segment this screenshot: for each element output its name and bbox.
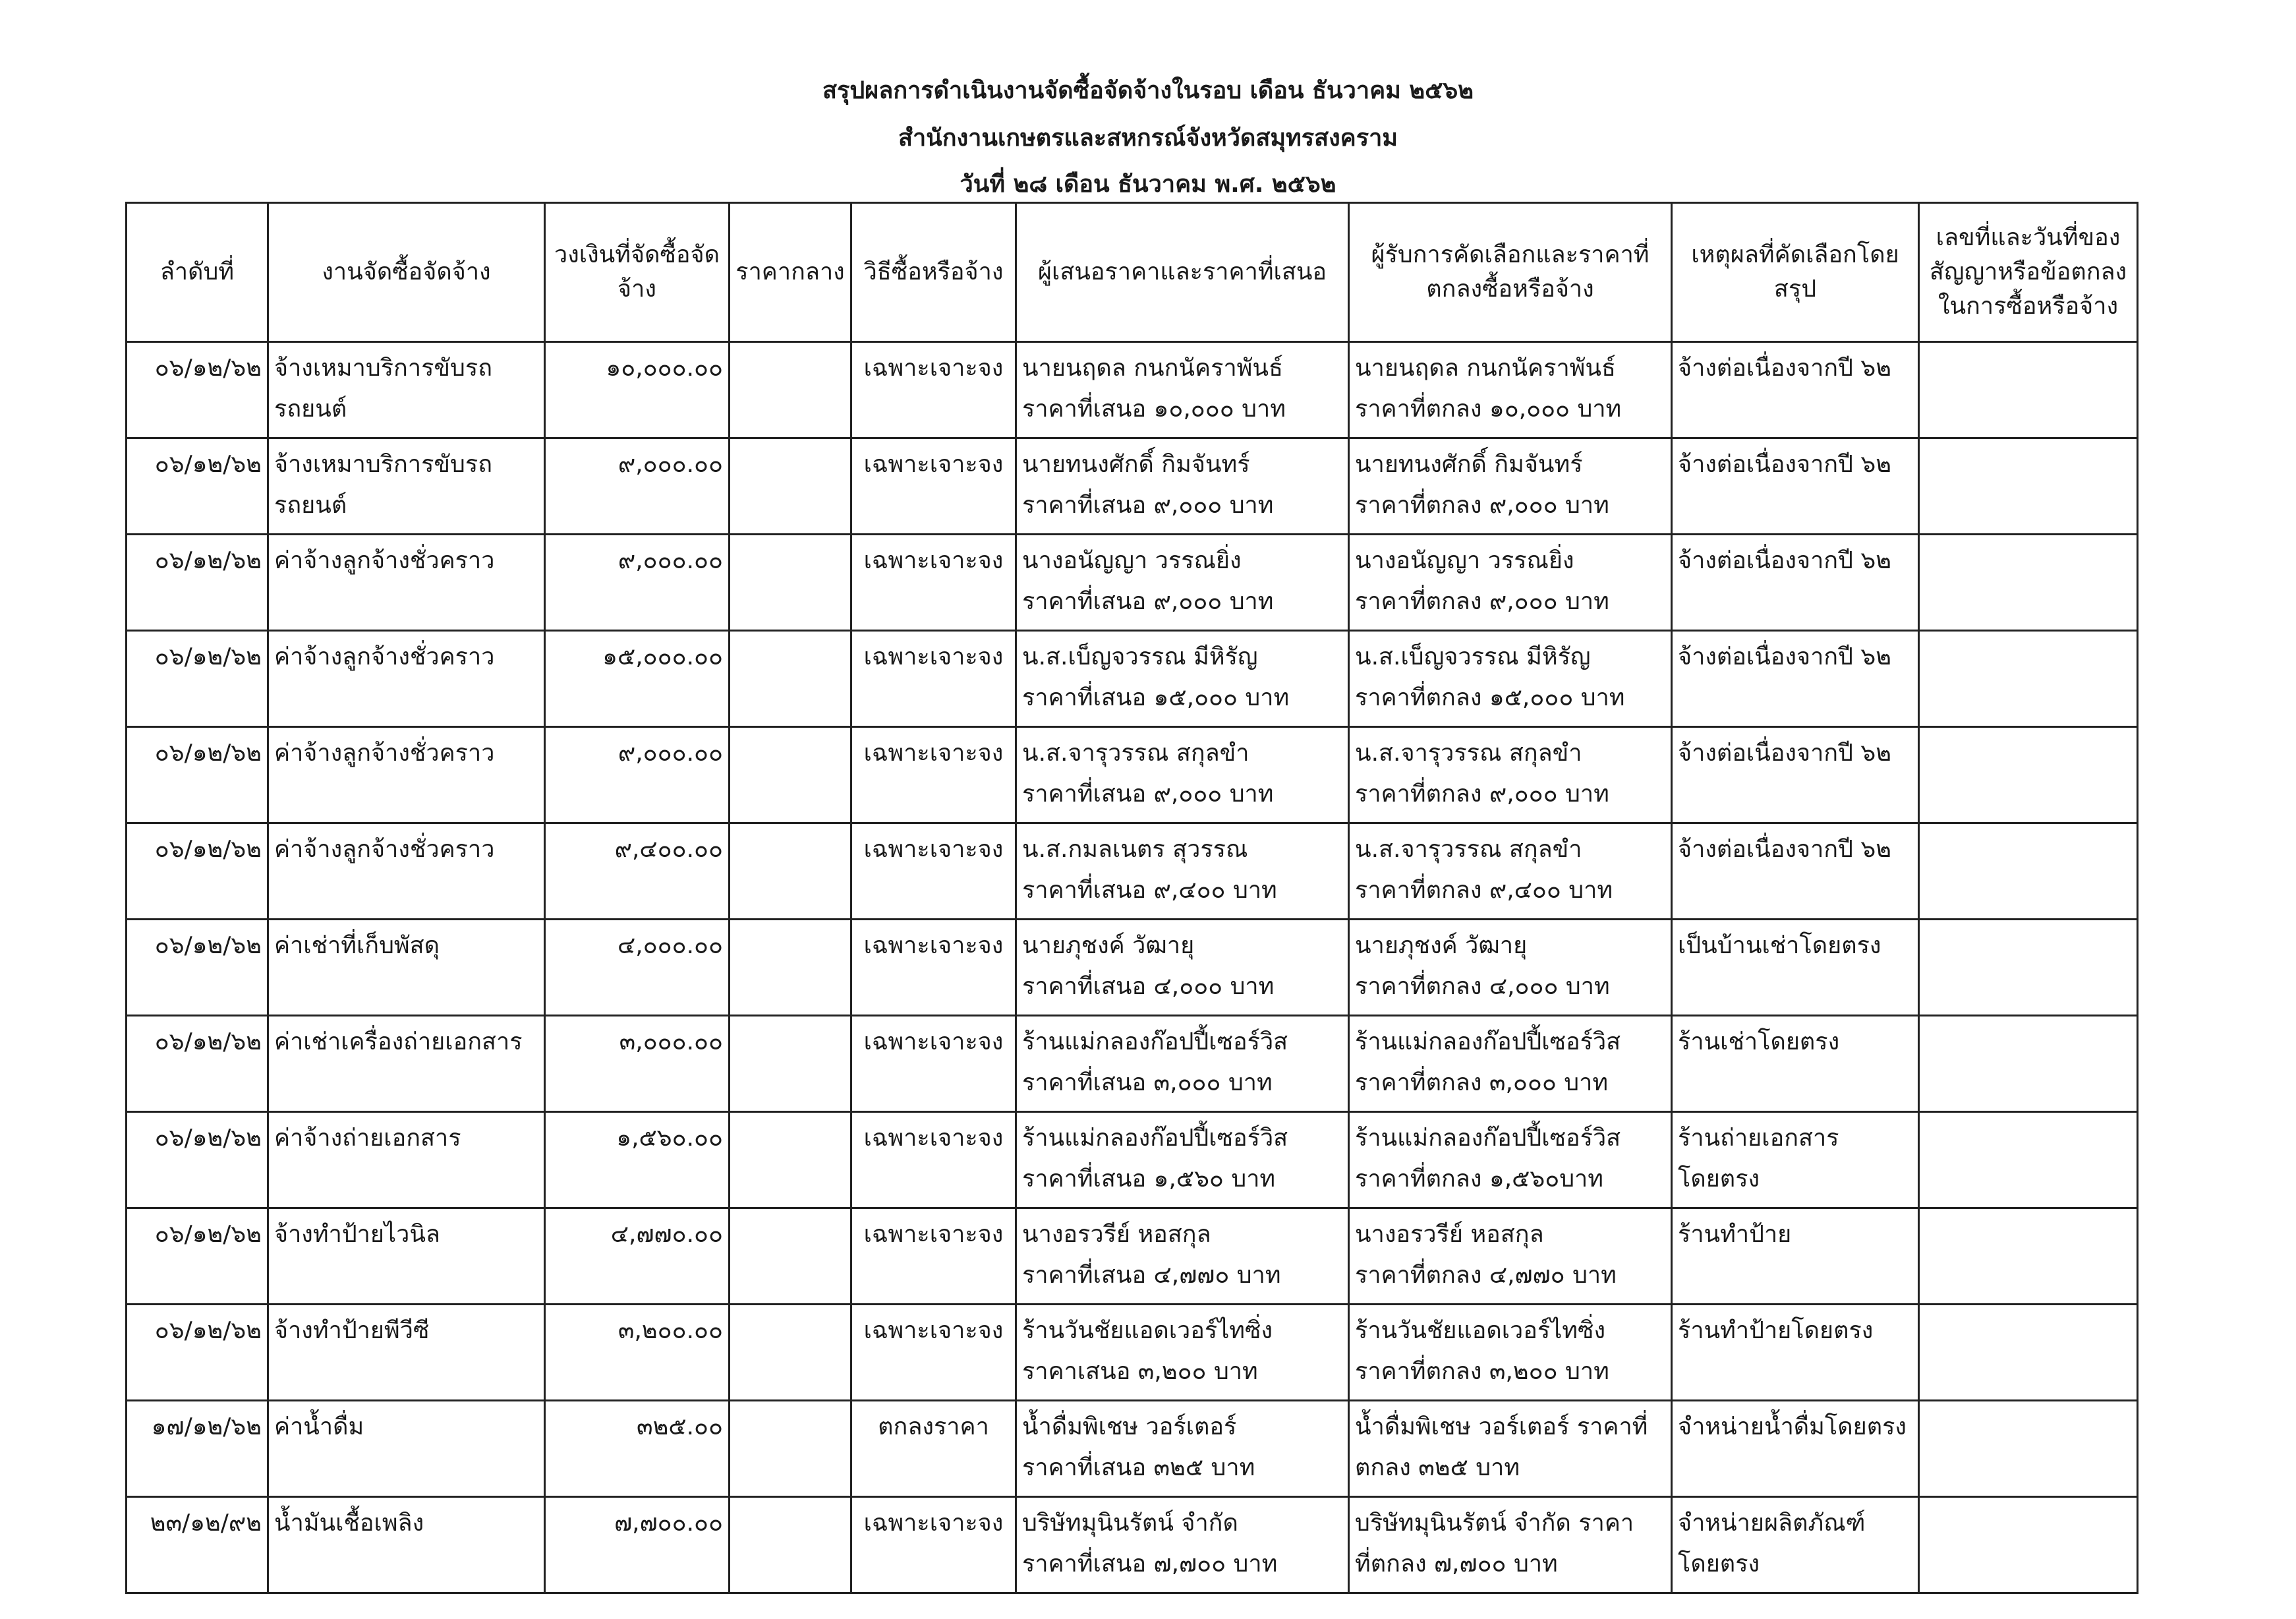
row-contract bbox=[1919, 1016, 2138, 1112]
row-reason: ร้านทำป้ายโดยตรง bbox=[1672, 1305, 1919, 1401]
row-reason: จ้างต่อเนื่องจากปี ๖๒ bbox=[1672, 342, 1919, 438]
row-bid-price: ราคาที่เสนอ ๙,๐๐๐ บาท bbox=[1022, 492, 1274, 519]
procurement-table bbox=[125, 202, 2138, 1594]
row-item: ค่าจ้างลูกจ้างชั่วคราว bbox=[268, 727, 545, 823]
row-bid-price: ราคาที่เสนอ ๓๒๕ บาท bbox=[1022, 1454, 1255, 1481]
row-bidder: ร้านวันชัยแอดเวอร์ไทซิ่ง bbox=[1022, 1317, 1273, 1344]
row-bidder: น.ส.กมลเนตร สุวรรณ bbox=[1022, 836, 1248, 863]
row-win-price: ราคาที่ตกลง ๑,๕๖๐บาท bbox=[1355, 1165, 1603, 1192]
row-winner: น.ส.จารุวรรณ สกุลขำ bbox=[1355, 836, 1582, 863]
row-budget: ๗,๗๐๐.๐๐ bbox=[545, 1497, 730, 1593]
row-contract bbox=[1919, 1497, 2138, 1593]
row-budget: ๙,๔๐๐.๐๐ bbox=[545, 823, 730, 920]
row-item: ค่าจ้างลูกจ้างชั่วคราว bbox=[268, 535, 545, 631]
row-bid-price: ราคาที่เสนอ ๙,๔๐๐ บาท bbox=[1022, 877, 1277, 904]
row-item: จ้างทำป้ายพีวีซี bbox=[268, 1305, 545, 1401]
row-winner-cell bbox=[1349, 1305, 1672, 1401]
row-win-price: ราคาที่ตกลง ๙,๐๐๐ บาท bbox=[1355, 780, 1609, 808]
row-win-price: ราคาที่ตกลง ๙,๐๐๐ บาท bbox=[1355, 588, 1609, 615]
row-win-price: ที่ตกลง ๗,๗๐๐ บาท bbox=[1355, 1550, 1558, 1577]
row-number: ๐๖/๑๒/๖๒ bbox=[127, 1016, 268, 1112]
row-bid-price: ราคาที่เสนอ ๗,๗๐๐ บาท bbox=[1022, 1550, 1278, 1577]
row-winner-cell bbox=[1349, 727, 1672, 823]
row-number: ๑๗/๑๒/๖๒ bbox=[127, 1401, 268, 1497]
row-median-price bbox=[730, 1497, 851, 1593]
row-method: เฉพาะเจาะจง bbox=[851, 920, 1016, 1016]
row-bid-price: ราคาที่เสนอ ๔,๗๗๐ บาท bbox=[1022, 1262, 1281, 1289]
row-bidder: ร้านแม่กลองก๊อปปี้เซอร์วิส bbox=[1022, 1028, 1288, 1055]
row-item: ค่าน้ำดื่ม bbox=[268, 1401, 545, 1497]
row-item: ค่าเช่าที่เก็บพัสดุ bbox=[268, 920, 545, 1016]
table-row bbox=[127, 823, 2138, 920]
row-item: ค่าจ้างถ่ายเอกสาร bbox=[268, 1112, 545, 1208]
row-winner-cell bbox=[1349, 823, 1672, 920]
row-winner-cell bbox=[1349, 342, 1672, 438]
row-contract bbox=[1919, 823, 2138, 920]
row-item: จ้างเหมาบริการขับรถรถยนต์ bbox=[268, 438, 545, 535]
table-row bbox=[127, 1401, 2138, 1497]
row-reason: จำหน่ายน้ำดื่มโดยตรง bbox=[1672, 1401, 1919, 1497]
row-winner-cell bbox=[1349, 1401, 1672, 1497]
row-win-price: ราคาที่ตกลง ๙,๔๐๐ บาท bbox=[1355, 877, 1613, 904]
row-budget: ๔,๗๗๐.๐๐ bbox=[545, 1208, 730, 1305]
office-name: สำนักงานเกษตรและสหกรณ์จังหวัดสมุทรสงคราม bbox=[898, 125, 1398, 152]
row-median-price bbox=[730, 1401, 851, 1497]
row-bid-price: ราคาที่เสนอ ๓,๐๐๐ บาท bbox=[1022, 1069, 1273, 1096]
row-bid-price: ราคาที่เสนอ ๔,๐๐๐ บาท bbox=[1022, 973, 1275, 1000]
row-method: เฉพาะเจาะจง bbox=[851, 1305, 1016, 1401]
row-reason: จ้างต่อเนื่องจากปี ๖๒ bbox=[1672, 535, 1919, 631]
row-item: ค่าเช่าเครื่องถ่ายเอกสาร bbox=[268, 1016, 545, 1112]
table-row bbox=[127, 1305, 2138, 1401]
row-contract bbox=[1919, 535, 2138, 631]
row-method: เฉพาะเจาะจง bbox=[851, 1497, 1016, 1593]
row-method: เฉพาะเจาะจง bbox=[851, 438, 1016, 535]
row-win-price: ราคาที่ตกลง ๙,๐๐๐ บาท bbox=[1355, 492, 1609, 519]
row-bidder: น.ส.จารุวรรณ สกุลขำ bbox=[1022, 740, 1249, 767]
row-number: ๒๓/๑๒/๙๒ bbox=[127, 1497, 268, 1593]
row-bidder: นางอนัญญา วรรณยิ่ง bbox=[1022, 547, 1242, 574]
row-median-price bbox=[730, 535, 851, 631]
row-method: เฉพาะเจาะจง bbox=[851, 823, 1016, 920]
row-reason: ร้านทำป้าย bbox=[1672, 1208, 1919, 1305]
row-win-price: ราคาที่ตกลง ๓,๐๐๐ บาท bbox=[1355, 1069, 1609, 1096]
row-median-price bbox=[730, 342, 851, 438]
row-median-price bbox=[730, 1208, 851, 1305]
row-win-price: ราคาที่ตกลง ๔,๐๐๐ บาท bbox=[1355, 973, 1610, 1000]
row-winner: นายทนงศักดิ์ กิมจันทร์ bbox=[1355, 451, 1583, 478]
row-winner-cell bbox=[1349, 631, 1672, 727]
row-reason: จ้างต่อเนื่องจากปี ๖๒ bbox=[1672, 823, 1919, 920]
row-winner: นางอนัญญา วรรณยิ่ง bbox=[1355, 547, 1574, 574]
row-method: เฉพาะเจาะจง bbox=[851, 631, 1016, 727]
row-reason: จ้างต่อเนื่องจากปี ๖๒ bbox=[1672, 727, 1919, 823]
row-winner: น.ส.เบ็ญจวรรณ มีหิรัญ bbox=[1355, 643, 1591, 670]
row-number: ๐๖/๑๒/๖๒ bbox=[127, 1208, 268, 1305]
row-budget: ๑,๕๖๐.๐๐ bbox=[545, 1112, 730, 1208]
row-bidder-cell bbox=[1016, 342, 1349, 438]
row-bidder: น.ส.เบ็ญจวรรณ มีหิรัญ bbox=[1022, 643, 1258, 670]
table-row bbox=[127, 1497, 2138, 1593]
row-number: ๐๖/๑๒/๖๒ bbox=[127, 342, 268, 438]
row-win-price: ตกลง ๓๒๕ บาท bbox=[1355, 1454, 1520, 1481]
table-row bbox=[127, 920, 2138, 1016]
row-median-price bbox=[730, 823, 851, 920]
row-budget: ๙,๐๐๐.๐๐ bbox=[545, 727, 730, 823]
row-bidder-cell bbox=[1016, 823, 1349, 920]
row-bid-price: ราคาที่เสนอ ๙,๐๐๐ บาท bbox=[1022, 780, 1274, 808]
row-winner: นายภุชงค์ วัฒายุ bbox=[1355, 932, 1528, 959]
row-reason: จำหน่ายผลิตภัณฑ์โดยตรง bbox=[1672, 1497, 1919, 1593]
column-header: ลำดับที่ bbox=[127, 203, 268, 342]
row-number: ๐๖/๑๒/๖๒ bbox=[127, 1305, 268, 1401]
row-number: ๐๖/๑๒/๖๒ bbox=[127, 727, 268, 823]
row-number: ๐๖/๑๒/๖๒ bbox=[127, 920, 268, 1016]
row-winner: ร้านแม่กลองก๊อปปี้เซอร์วิส bbox=[1355, 1028, 1621, 1055]
row-winner: ร้านวันชัยแอดเวอร์ไทซิ่ง bbox=[1355, 1317, 1606, 1344]
row-bidder: นายนฤดล กนกนัคราพันธ์ bbox=[1022, 355, 1283, 382]
row-budget: ๑๐,๐๐๐.๐๐ bbox=[545, 342, 730, 438]
row-method: เฉพาะเจาะจง bbox=[851, 1112, 1016, 1208]
table-row bbox=[127, 1112, 2138, 1208]
row-item: จ้างเหมาบริการขับรถรถยนต์ bbox=[268, 342, 545, 438]
row-contract bbox=[1919, 1208, 2138, 1305]
row-winner-cell bbox=[1349, 920, 1672, 1016]
row-win-price: ราคาที่ตกลง ๔,๗๗๐ บาท bbox=[1355, 1262, 1617, 1289]
table-row bbox=[127, 1208, 2138, 1305]
row-number: ๐๖/๑๒/๖๒ bbox=[127, 535, 268, 631]
row-reason: ร้านเช่าโดยตรง bbox=[1672, 1016, 1919, 1112]
row-median-price bbox=[730, 727, 851, 823]
row-number: ๐๖/๑๒/๖๒ bbox=[127, 1112, 268, 1208]
row-median-price bbox=[730, 631, 851, 727]
row-reason: เป็นบ้านเช่าโดยตรง bbox=[1672, 920, 1919, 1016]
row-bid-price: ราคาที่เสนอ ๙,๐๐๐ บาท bbox=[1022, 588, 1274, 615]
row-bidder: น้ำดื่มพิเชษ วอร์เตอร์ bbox=[1022, 1413, 1237, 1440]
row-reason: จ้างต่อเนื่องจากปี ๖๒ bbox=[1672, 438, 1919, 535]
table-row bbox=[127, 342, 2138, 438]
column-header: เลขที่และวันที่ของสัญญาหรือข้อตกลงในการซื้อหรือจ้าง bbox=[1919, 203, 2138, 342]
column-header: เหตุผลที่คัดเลือกโดยสรุป bbox=[1672, 203, 1919, 342]
row-number: ๐๖/๑๒/๖๒ bbox=[127, 823, 268, 920]
table-row bbox=[127, 535, 2138, 631]
table-row bbox=[127, 438, 2138, 535]
row-median-price bbox=[730, 1016, 851, 1112]
document-date: วันที่ ๒๘ เดือน ธันวาคม พ.ศ. ๒๕๖๒ bbox=[960, 171, 1336, 198]
row-median-price bbox=[730, 920, 851, 1016]
row-winner-cell bbox=[1349, 1112, 1672, 1208]
row-win-price: ราคาที่ตกลง ๓,๒๐๐ บาท bbox=[1355, 1358, 1609, 1385]
row-contract bbox=[1919, 920, 2138, 1016]
row-winner-cell bbox=[1349, 535, 1672, 631]
row-bidder: ร้านแม่กลองก๊อปปี้เซอร์วิส bbox=[1022, 1125, 1288, 1152]
row-bidder-cell bbox=[1016, 1497, 1349, 1593]
row-contract bbox=[1919, 1401, 2138, 1497]
row-winner-cell bbox=[1349, 1016, 1672, 1112]
row-median-price bbox=[730, 1112, 851, 1208]
row-number: ๐๖/๑๒/๖๒ bbox=[127, 631, 268, 727]
row-bidder-cell bbox=[1016, 1305, 1349, 1401]
row-win-price: ราคาที่ตกลง ๑๕,๐๐๐ บาท bbox=[1355, 684, 1625, 711]
row-winner: ร้านแม่กลองก๊อปปี้เซอร์วิส bbox=[1355, 1125, 1621, 1152]
row-contract bbox=[1919, 438, 2138, 535]
row-bidder: นางอรวรีย์ หอสกุล bbox=[1022, 1221, 1211, 1248]
row-item: ค่าจ้างลูกจ้างชั่วคราว bbox=[268, 823, 545, 920]
row-method: เฉพาะเจาะจง bbox=[851, 1208, 1016, 1305]
row-median-price bbox=[730, 438, 851, 535]
row-winner-cell bbox=[1349, 438, 1672, 535]
row-budget: ๑๕,๐๐๐.๐๐ bbox=[545, 631, 730, 727]
row-bidder-cell bbox=[1016, 631, 1349, 727]
row-win-price: ราคาที่ตกลง ๑๐,๐๐๐ บาท bbox=[1355, 396, 1622, 423]
row-method: เฉพาะเจาะจง bbox=[851, 1016, 1016, 1112]
table-row bbox=[127, 631, 2138, 727]
column-header: วิธีซื้อหรือจ้าง bbox=[851, 203, 1016, 342]
row-bidder-cell bbox=[1016, 727, 1349, 823]
table-row bbox=[127, 1016, 2138, 1112]
row-bidder-cell bbox=[1016, 1401, 1349, 1497]
row-budget: ๙,๐๐๐.๐๐ bbox=[545, 535, 730, 631]
row-median-price bbox=[730, 1305, 851, 1401]
row-reason: ร้านถ่ายเอกสารโดยตรง bbox=[1672, 1112, 1919, 1208]
column-header: งานจัดซื้อจัดจ้าง bbox=[268, 203, 545, 342]
row-winner-cell bbox=[1349, 1208, 1672, 1305]
table-header-row bbox=[127, 203, 2138, 342]
row-number: ๐๖/๑๒/๖๒ bbox=[127, 438, 268, 535]
row-reason: จ้างต่อเนื่องจากปี ๖๒ bbox=[1672, 631, 1919, 727]
row-bid-price: ราคาเสนอ ๓,๒๐๐ บาท bbox=[1022, 1358, 1258, 1385]
row-bidder-cell bbox=[1016, 1112, 1349, 1208]
row-winner: น้ำดื่มพิเชษ วอร์เตอร์ ราคาที่ bbox=[1355, 1413, 1648, 1440]
row-budget: ๓,๐๐๐.๐๐ bbox=[545, 1016, 730, 1112]
row-item: น้ำมันเชื้อเพลิง bbox=[268, 1497, 545, 1593]
row-budget: ๔,๐๐๐.๐๐ bbox=[545, 920, 730, 1016]
row-bid-price: ราคาที่เสนอ ๑,๕๖๐ บาท bbox=[1022, 1165, 1276, 1192]
row-budget: ๙,๐๐๐.๐๐ bbox=[545, 438, 730, 535]
row-method: เฉพาะเจาะจง bbox=[851, 342, 1016, 438]
row-bidder: นายภุชงค์ วัฒายุ bbox=[1022, 932, 1195, 959]
row-bidder-cell bbox=[1016, 1208, 1349, 1305]
row-winner: นายนฤดล กนกนัคราพันธ์ bbox=[1355, 355, 1616, 382]
row-contract bbox=[1919, 342, 2138, 438]
row-method: เฉพาะเจาะจง bbox=[851, 535, 1016, 631]
column-header: ผู้เสนอราคาและราคาที่เสนอ bbox=[1016, 203, 1349, 342]
row-budget: ๓,๒๐๐.๐๐ bbox=[545, 1305, 730, 1401]
row-bid-price: ราคาที่เสนอ ๑๕,๐๐๐ บาท bbox=[1022, 684, 1290, 711]
column-header: ผู้รับการคัดเลือกและราคาที่ตกลงซื้อหรือจ้าง bbox=[1349, 203, 1672, 342]
row-winner: บริษัทมุนินรัตน์ จำกัด ราคา bbox=[1355, 1510, 1634, 1537]
row-bid-price: ราคาที่เสนอ ๑๐,๐๐๐ บาท bbox=[1022, 396, 1286, 423]
row-contract bbox=[1919, 727, 2138, 823]
row-bidder-cell bbox=[1016, 1016, 1349, 1112]
row-contract bbox=[1919, 1305, 2138, 1401]
table-row bbox=[127, 727, 2138, 823]
row-contract bbox=[1919, 1112, 2138, 1208]
document-title: สรุปผลการดำเนินงานจัดซื้อจัดจ้างในรอบ เดือน ธันวาคม ๒๕๖๒ bbox=[822, 77, 1474, 104]
row-bidder-cell bbox=[1016, 920, 1349, 1016]
row-bidder-cell bbox=[1016, 535, 1349, 631]
row-contract bbox=[1919, 631, 2138, 727]
row-winner-cell bbox=[1349, 1497, 1672, 1593]
row-bidder-cell bbox=[1016, 438, 1349, 535]
row-method: ตกลงราคา bbox=[851, 1401, 1016, 1497]
row-winner: นางอรวรีย์ หอสกุล bbox=[1355, 1221, 1544, 1248]
row-budget: ๓๒๕.๐๐ bbox=[545, 1401, 730, 1497]
row-bidder: บริษัทมุนินรัตน์ จำกัด bbox=[1022, 1510, 1238, 1537]
row-item: ค่าจ้างลูกจ้างชั่วคราว bbox=[268, 631, 545, 727]
row-winner: น.ส.จารุวรรณ สกุลขำ bbox=[1355, 740, 1582, 767]
row-bidder: นายทนงศักดิ์ กิมจันทร์ bbox=[1022, 451, 1250, 478]
row-method: เฉพาะเจาะจง bbox=[851, 727, 1016, 823]
column-header: วงเงินที่จัดซื้อจัดจ้าง bbox=[545, 203, 730, 342]
row-item: จ้างทำป้ายไวนิล bbox=[268, 1208, 545, 1305]
column-header: ราคากลาง bbox=[730, 203, 851, 342]
